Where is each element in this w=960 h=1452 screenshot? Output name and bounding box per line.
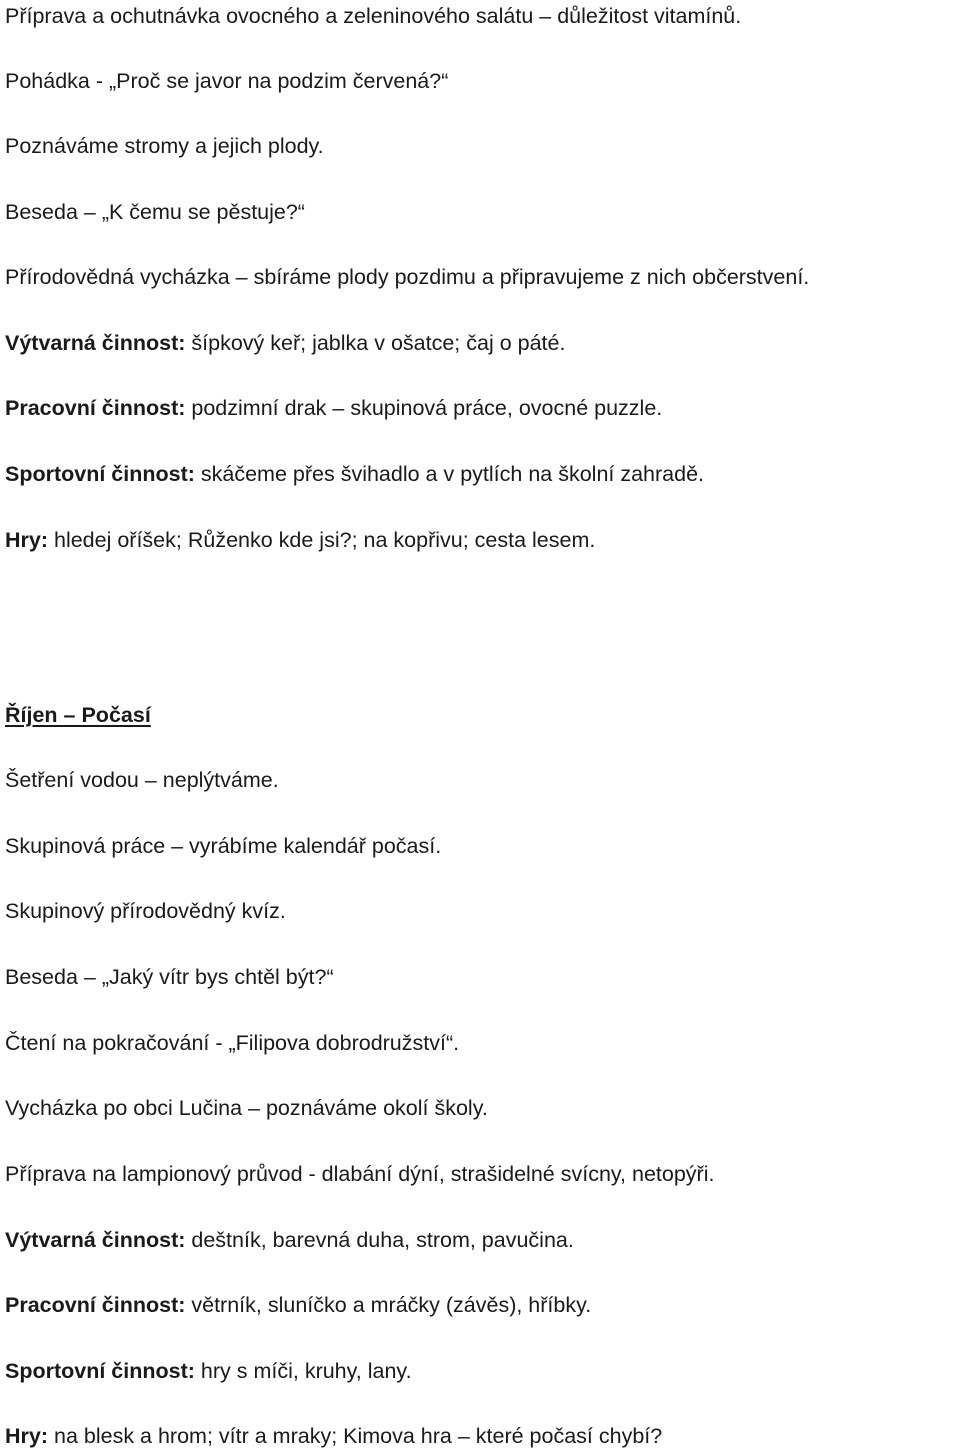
text-line: Příprava na lampionový průvod - dlabání dýní, strašidelné svícny, netopýři.	[5, 1162, 715, 1186]
activity-label: Pracovní činnost:	[5, 396, 186, 420]
text-line: Beseda – „Jaký vítr bys chtěl být?“	[5, 965, 334, 989]
text-line: Pohádka - „Proč se javor na podzim červená?“	[5, 69, 449, 93]
activity-line-games	[5, 526, 595, 554]
activity-text: hry s míči, kruhy, lany.	[194, 1359, 412, 1383]
text-line: Skupinová práce – vyrábíme kalendář počasí.	[5, 834, 442, 858]
activity-label: Výtvarná činnost:	[5, 331, 186, 355]
text-line: Skupinový přírodovědný kvíz.	[5, 899, 286, 923]
activity-text: hledej oříšek; Růženko kde jsi?; na kopřivu; cesta lesem.	[48, 528, 596, 552]
section-heading: Říjen – Počasí	[5, 703, 151, 727]
activity-label: Sportovní činnost:	[5, 1359, 195, 1383]
activity-label: Hry:	[5, 1424, 49, 1448]
activity-text: deštník, barevná duha, strom, pavučina.	[185, 1228, 574, 1252]
activity-text: šípkový keř; jablka v ošatce; čaj o páté.	[185, 331, 566, 355]
activity-line-games	[5, 1422, 662, 1450]
activity-line-work	[5, 1291, 591, 1319]
activity-text: na blesk a hrom; vítr a mraky; Kimova hra – které počasí chybí?	[48, 1424, 663, 1448]
activity-line-art	[5, 1226, 574, 1254]
text-line: Šetření vodou – neplýtváme.	[5, 768, 279, 792]
text-line: Beseda – „K čemu se pěstuje?“	[5, 200, 305, 224]
activity-label: Hry:	[5, 528, 49, 552]
activity-line-sport	[5, 460, 704, 488]
text-line: Čtení na pokračování - „Filipova dobrodružství“.	[5, 1031, 460, 1055]
activity-text: skáčeme přes švihadlo a v pytlích na školní zahradě.	[194, 462, 705, 486]
activity-line-sport	[5, 1357, 412, 1385]
text-line: Poznáváme stromy a jejich plody.	[5, 134, 324, 158]
activity-label: Sportovní činnost:	[5, 462, 195, 486]
activity-line-work	[5, 394, 662, 422]
text-line: Vycházka po obci Lučina – poznáváme okolí školy.	[5, 1096, 488, 1120]
activity-line-art	[5, 329, 565, 357]
text-line: Přírodovědná vycházka – sbíráme plody pozdimu a připravujeme z nich občerstvení.	[5, 265, 810, 289]
text-line: Příprava a ochutnávka ovocného a zeleninového salátu – důležitost vitamínů.	[5, 4, 742, 28]
activity-text: podzimní drak – skupinová práce, ovocné puzzle.	[185, 396, 663, 420]
activity-text: větrník, sluníčko a mráčky (závěs), hříbky.	[185, 1293, 592, 1317]
activity-label: Výtvarná činnost:	[5, 1228, 186, 1252]
activity-label: Pracovní činnost:	[5, 1293, 186, 1317]
